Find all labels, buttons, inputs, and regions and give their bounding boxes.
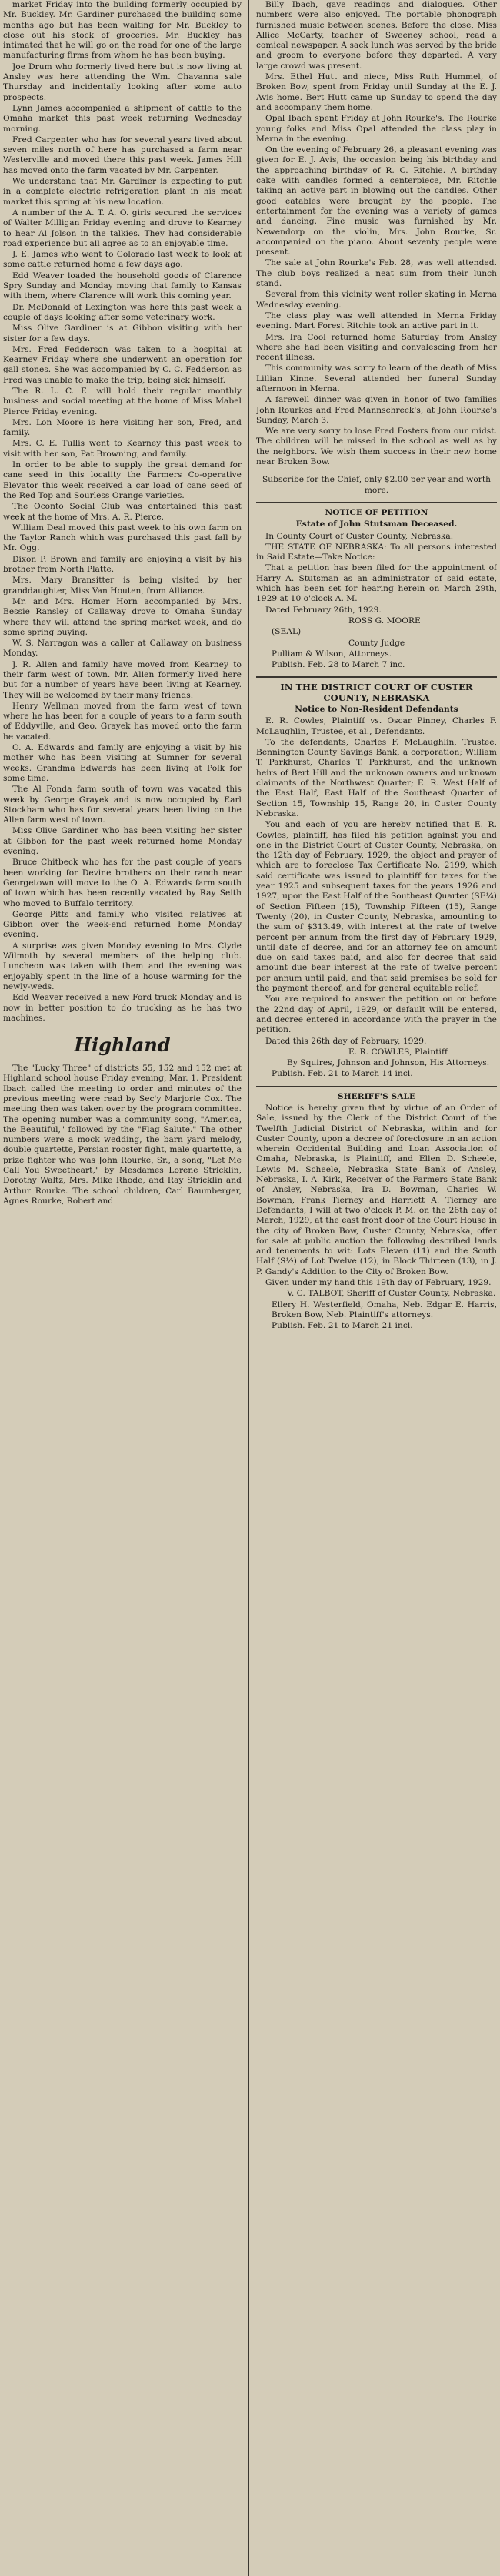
legal-paragraph: To the defendants, Charles F. McLaughlin, Trustee, Bennington County Savings Bank, a corporation; William T. Parkhurst, Charles T. Parkhurst, and the unknown heirs of Bert Hill and the unknown owners and unknown claimants of the Northwest Quarter; E. R. West Half of the East Half, East Half of the Southeast Quarter of Section 15, Township 15, Range 20, in Custer County Nebraska. [256,737,497,818]
news-paragraph: Several from this vicinity went roller skating in Merna Wednesday evening. [256,290,497,310]
seal-line: (SEAL) [272,627,302,637]
news-paragraph: Mrs. Fred Fedderson was taken to a hospital at Kearney Friday where she underwent an operation for gall stones. She was accompanied by C. C. Fedderson as Fred was unable to make the trip, being sick himself. [3,344,242,385]
notice-title: NOTICE OF PETITION [325,507,428,517]
news-paragraph: Henry Wellman moved from the farm west of town where he has been for a couple of years to a farm south of Eddyville, and Geo. Grayek has moved onto the farm he vacated. [3,701,242,742]
news-paragraph: The Oconto Social Club was entertained this past week at the home of Mrs. A. R. Pierce. [3,502,242,522]
news-paragraph: This community was sorry to learn of the death of Miss Lillian Kinne. Several attended her funeral Sunday afternoon in Merna. [256,363,497,393]
attorneys: Ellery H. Westerfield, Omaha, Neb. Edgar E. Harris, Broken Bow, Neb. Plaintiff's attorneys. [272,1300,497,1320]
highland-section [3,1064,242,1207]
sheriffs-sale-notice [256,1086,497,1332]
news-paragraph: J. R. Allen and family have moved from Kearney to their farm west of town. Mr. Allen formerly lived here but for a number of years have been living at Kearney. They will be welcomed by their many friends. [3,659,242,700]
news-paragraph: George Pitts and family who visited relatives at Gibbon over the week-end returned home Monday evening. [3,909,242,940]
news-paragraph: Miss Olive Gardiner is at Gibbon visiting with her sister for a few days. [3,324,242,344]
publish-dates: Publish. Feb. 28 to March 7 inc. [272,660,405,670]
signature: V. C. TALBOT, Sheriff of Custer County, Nebraska. [287,1289,496,1299]
legal-paragraph: You and each of you are hereby notified that E. R. Cowles, plaintiff, has filed his petition against you and one in the District Court of Custer County, Nebraska, on the 12th day of February, 1929, the object and prayer of which are to foreclose Tax Certificate No. 2199, which said certificate was issued to plaintiff for taxes for the year 1925 and subsequent taxes for the years 1926 and 1927, upon the East Half of the Southeast Quarter (SE¼) of Section Fifteen (15), Township Fifteen (15), Range Twenty (20), in Custer County, Nebraska, amounting to the sum of $313.49, with interest at the rate of twelve percent per annum from the first day of February 1929, until date of decree, and for an attorney fee on amount due on said taxes paid, and also for decree that said amount due bear interest at the rate of twelve percent per annum until paid, and that said premises be sold for the payment thereof, and for general equitable relief. [256,820,497,994]
news-paragraph: A farewell dinner was given in honor of two families John Rourkes and Fred Mannschreck's, at John Rourke's Sunday, March 3. [256,395,497,425]
local-news-section [3,0,242,1024]
attorneys: Pulliam & Wilson, Attorneys. [272,649,392,659]
signature: ROSS G. MOORE [348,616,421,626]
news-paragraph: A surprise was given Monday evening to Mrs. Clyde Wilmoth by several members of the helping club. Luncheon was taken with them and the evening was enjoyably spent in the line of a house warming for the newly-weds. [3,941,242,991]
notice-subtitle: Estate of John Stutsman Deceased. [295,520,458,529]
right-column [256,0,497,2576]
notice-of-petition [256,502,497,670]
highland-continued-section [256,0,497,467]
news-paragraph: The Al Fonda farm south of town was vacated this week by George Grayek and is now occupied by Earl Stockham who has for several years been living on the Allen farm west of town. [3,785,242,825]
news-paragraph: William Deal moved this past week to his own farm on the Taylor Ranch which was purchased this past fall by Mr. Ogg. [3,523,242,553]
publish-dates: Publish. Feb. 21 to March 21 incl. [272,1321,413,1331]
news-paragraph: We are very sorry to lose Fred Fosters from our midst. The children will be missed in the school as well as by the neighbors. We wish them success in their new home near Broken Bow. [256,427,497,467]
news-paragraph: Mrs. Ira Cool returned home Saturday from Ansley where she had been visiting and convalescing from her recent illness. [256,332,497,363]
news-paragraph: Mrs. Mary Bransitter is being visited by her granddaughter, Miss Van Houten, from Alliance. [3,576,242,596]
signature: E. R. COWLES, Plaintiff [348,1047,448,1057]
news-paragraph: The R. L. C. E. will hold their regular monthly business and social meeting at the home of Miss Mabel Pierce Friday evening. [3,386,242,417]
legal-paragraph: Dated February 26th, 1929. [265,605,382,615]
news-paragraph: market Friday into the building formerly occupied by Mr. Buckley. Mr. Gardiner purchased the building some months ago but has been waiting for Mr. Buckley to close out his stock of groceries. Mr. Buckley has intimated that he will go on the road for one of the large manufacturing firms from whom he has been buying. [3,0,242,61]
news-paragraph: Miss Olive Gardiner who has been visiting her sister at Gibbon for the past week returned home Monday evening. [3,826,242,857]
legal-paragraph: Notice is hereby given that by virtue of an Order of Sale, issued by the Clerk of the District Court of the Twelfth Judicial District of Nebraska, within and for Custer County, upon a decree of foreclosure in an action wherein Occidental Building and Loan Association of Omaha, Nebraska, is Plaintiff, and Ellen D. Scheele, Lewis M. Scheele, Nebraska State Bank of Ansley, Nebraska, I. A. Kirk, Receiver of the Farmers State Bank of Ansley, Nebraska, Ira D. Bowman, Charles W. Bowman, Frank Tierney and Harriett A. Tierney are Defendants, I will at two o'clock P. M. on the 26th day of March, 1929, at the east front door of the Court House in the city of Broken Bow, Custer County, Nebraska, offer for sale at public auction the following described lands and tenements to wit: Lots Eleven (11) and the South Half (S½) of Lot Twelve (12), in Block Thirteen (13), in J. P. Gandy's Addition to the City of Broken Bow. [256,1103,497,1276]
news-paragraph: W. S. Narragon was a caller at Callaway on business Monday. [3,639,242,659]
legal-paragraph: THE STATE OF NEBRASKA: To all persons interested in Said Estate—Take Notice: [256,542,497,563]
news-paragraph: Dixon P. Brown and family are enjoying a visit by his brother from North Platte. [3,554,242,575]
news-paragraph: Opal Ibach spent Friday at John Rourke's. The Rourke young folks and Miss Opal attended the class play in Merna in the evening. [256,114,497,144]
news-paragraph: In order to be able to supply the great demand for cane seed in this locality the Farmers Co-operative Elevator this week received a car load of cane seed of the Red Top and Sourless Orange varieties. [3,460,242,500]
news-paragraph: The sale at John Rourke's Feb. 28, was well attended. The club boys realized a neat sum from their lunch stand. [256,258,497,289]
court-title: IN THE DISTRICT COURT OF CUSTER COUNTY, NEBRASKA [280,682,473,703]
news-paragraph: A number of the A. T. A. O. girls secured the services of Walter Milligan Friday evening and drove to Kearney to hear Al Jolson in the talkies. They had considerable road experience but all agree as to an enjoyable time. [3,207,242,248]
attorneys: By Squires, Johnson and Johnson, His Attorneys. [287,1058,490,1068]
sale-title: SHERIFF'S SALE [337,1091,416,1101]
legal-paragraph: You are required to answer the petition on or before the 22nd day of April, 1929, or default will be entered, and decree entered in accordance with the prayer in the petition. [256,994,497,1035]
judge-title: County Judge [348,638,405,648]
court-subtitle: Notice to Non-Resident Defendants [295,705,458,714]
column-divider [248,0,249,2576]
section-heading-highland: Highland [74,1034,171,1057]
news-paragraph: The class play was well attended in Merna Friday evening. Mart Forest Ritchie took an active part in it. [256,310,497,331]
legal-paragraph: Dated this 26th day of February, 1929. [265,1036,427,1046]
news-paragraph: Mrs. C. E. Tullis went to Kearney this past week to visit with her son, Pat Browning, and family. [3,439,242,459]
district-court-notice [256,676,497,1079]
news-paragraph: Joe Drum who formerly lived here but is now living at Ansley was here attending the Wm. Chavanna sale Thursday and incidentally looking after some auto prospects. [3,61,242,102]
news-paragraph: Mr. and Mrs. Homer Horn accompanied by Mrs. Bessie Ransley of Callaway drove to Omaha Sunday where they will attend the spring market week, and do some spring buying. [3,596,242,637]
legal-paragraph: Given under my hand this 19th day of February, 1929. [265,1278,492,1288]
news-paragraph: J. E. James who went to Colorado last week to look at some cattle returned home a few days ago. [3,250,242,270]
left-column [3,0,242,2576]
publish-dates: Publish. Feb. 21 to March 14 incl. [272,1069,413,1079]
news-paragraph: O. A. Edwards and family are enjoying a visit by his mother who has been visiting at Sumner for several weeks. Grandma Edwards has been living at Polk for some time. [3,743,242,783]
news-paragraph: Bruce Chitbeck who has for the past couple of years been working for Devine brothers on their ranch near Georgetown will move to the O. A. Edwards farm south of town which has been recently vacated by Ray Seith who moved to Buffalo territory. [3,858,242,908]
news-paragraph: Mrs. Ethel Hutt and niece, Miss Ruth Hummel, of Broken Bow, spent from Friday until Sunday at the E. J. Avis home. Bert Hutt came up Sunday to spend the day and accompany them home. [256,72,497,112]
news-paragraph: Edd Weaver received a new Ford truck Monday and is now in better position to do trucking as he has two machines. [3,993,242,1023]
news-paragraph: Edd Weaver loaded the household goods of Clarence Spry Sunday and Monday moving that family to Kansas with them, where Clarence will work this coming year. [3,271,242,301]
news-paragraph: Lynn James accompanied a shipment of cattle to the Omaha market this past week returning Wednesday morning. [3,103,242,134]
news-paragraph: Billy Ibach, gave readings and dialogues. Other numbers were also enjoyed. The portable phonograph furnished music between scenes. Before the close, Miss Allice McCarty, teacher of Sweeney school, read a comical newspaper. A sack lunch was served by the bride and groom to everyone before they departed. A very large crowd was present. [256,0,497,71]
news-paragraph: Fred Carpenter who has for several years lived about seven miles north of here has purchased a farm near Westerville and moved there this past week. James Hill has moved onto the farm vacated by Mr. Carpenter. [3,134,242,175]
news-paragraph: We understand that Mr. Gardiner is expecting to put in a complete electric refrigeration plant in his meat market this spring at his new location. [3,177,242,207]
legal-paragraph: E. R. Cowles, Plaintiff vs. Oscar Pinney, Charles F. McLaughlin, Trustee, et al., Defendants. [256,716,497,736]
news-paragraph: On the evening of February 26, a pleasant evening was given for E. J. Avis, the occasion being his birthday and the approaching birthday of R. C. Ritchie. A birthday cake with candles formed a centerpiece, Mr. Ritchie taking an active part in blowing out the candles. Other good eatables were brought by the people. The entertainment for the evening was a variety of games and dancing. Fine music was furnished by Mr. Newendorp on the violin, Mrs. John Rourke, Sr. accompanied on the piano. About seventy people were present. [256,145,497,257]
subscribe-notice: Subscribe for the Chief, only $2.00 per year and worth more. [262,475,492,495]
legal-paragraph: In County Court of Custer County, Nebraska. [265,531,454,541]
news-paragraph: Mrs. Lon Moore is here visiting her son, Fred, and family. [3,417,242,438]
news-paragraph: The "Lucky Three" of districts 55, 152 and 152 met at Highland school house Friday evening, Mar. 1. President Ibach called the meeting to order and minutes of the previous meeting were read by Sec'y Marjorie Cox. The meeting then was taken over by the program committee. The opening number was a community song, "America, the Beautiful," followed by the "Flag Salute." The other numbers were a mock wedding, the barn yard melody, double quartette, Persian rooster fight, male quartette, a prize fighter who was John Rourke, Sr., a song, "Let Me Call You Sweetheart," by Mesdames Lorene Stricklin, Dorothy Waltz, Mrs. Mike Rhode, and Ray Stricklin and Arthur Rourke. The school children, Carl Baumberger, Agnes Rourke, Robert and [3,1064,242,1206]
news-paragraph: Dr. McDonald of Lexington was here this past week a couple of days looking after some veterinary work. [3,302,242,322]
legal-paragraph: That a petition has been filed for the appointment of Harry A. Stutsman as an administrator of said estate, which has been set for hearing herein on March 29th, 1929 at 10 o'clock A. M. [256,563,497,604]
